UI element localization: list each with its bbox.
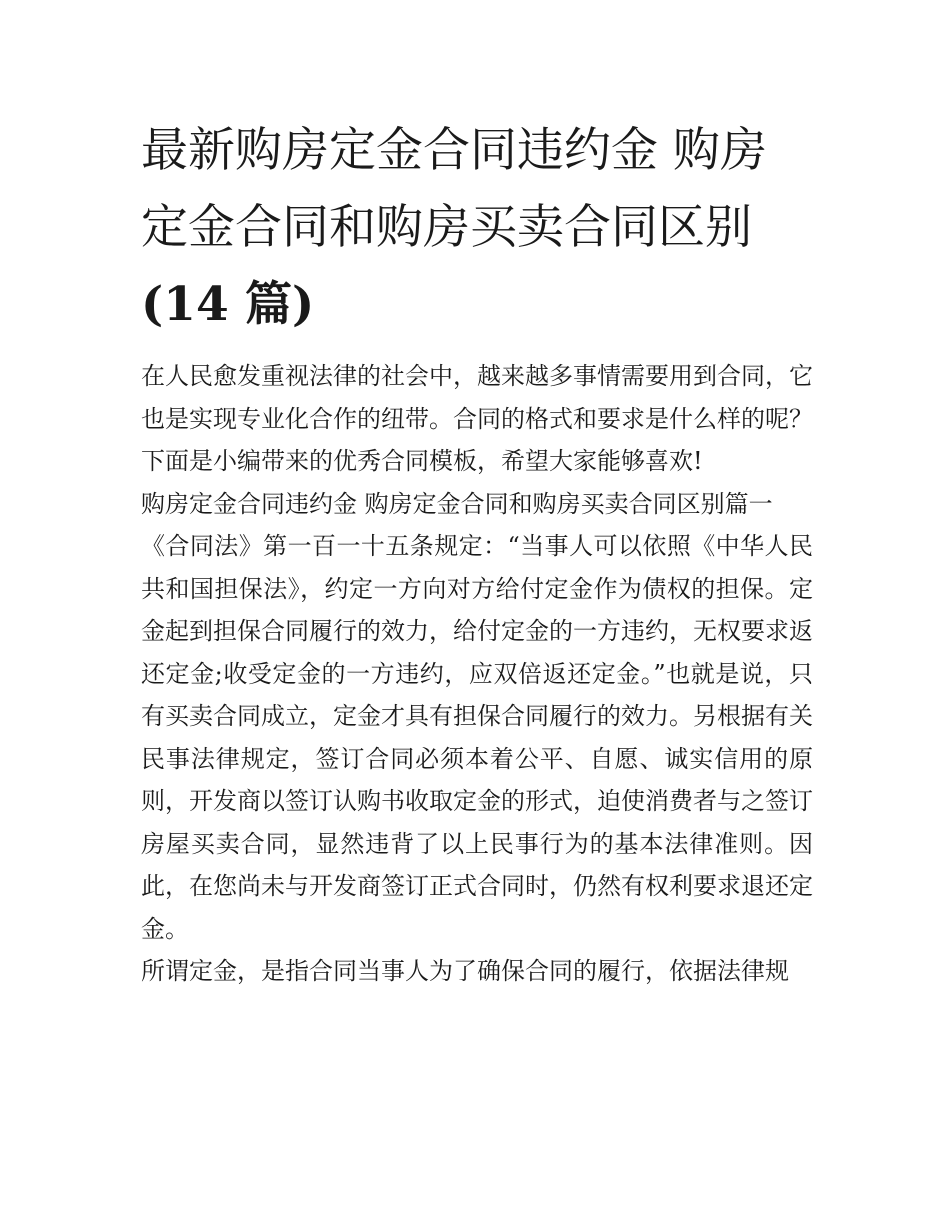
title-line-2: 定金合同和购房买卖合同区别 xyxy=(141,200,752,255)
section-heading: 购房定金合同违约金 购房定金合同和购房买卖合同区别篇一 xyxy=(141,489,773,518)
body-paragraph-continued: 所谓定金，是指合同当事人为了确保合同的履行，依据法律规 xyxy=(141,957,789,985)
document-body xyxy=(141,355,813,993)
title-line-3: (14 篇) xyxy=(141,277,315,332)
intro-paragraph: 在人民愈发重视法律的社会中，越来越多事情需要用到合同，它也是实现专业化合作的纽带。合同的格式和要求是什么样的呢？下面是小编带来的优秀合同模板，希望大家能够喜欢! xyxy=(141,362,813,475)
document-title xyxy=(141,112,813,343)
document-page xyxy=(141,112,813,993)
body-paragraph: 《合同法》第一百一十五条规定：“当事人可以依照《中华人民共和国担保法》，约定一方向对方给付定金作为债权的担保。定金起到担保合同履行的效力，给付定金的一方违约，无权要求返还定金;收受定金的一方违约，应双倍返还定金。”也就是说，只有买卖合同成立，定金才具有担保合同履行的效力。另根据有关民事法律规定，签订合同必须本着公平、自愿、诚实信用的原则，开发商以签订认购书收取定金的形式，迫使消费者与之签订房屋买卖合同，显然违背了以上民事行为的基本法律准则。因此，在您尚未与开发商签订正式合同时，仍然有权利要求退还定金。 xyxy=(141,532,813,943)
title-line-1: 最新购房定金合同违约金 购房 xyxy=(141,123,767,178)
